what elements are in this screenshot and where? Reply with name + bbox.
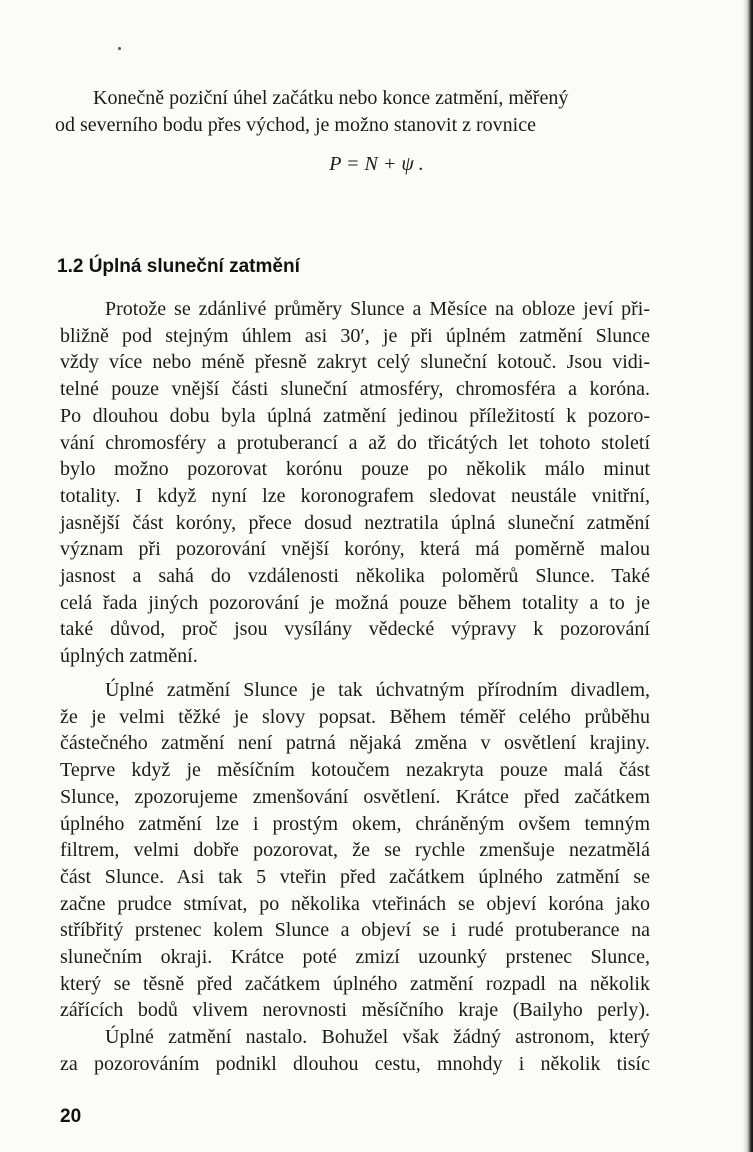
intro-line: Konečně poziční úhel začátku nebo konce zatmění, měřený xyxy=(93,87,569,109)
paragraph-line: začne prudce stmívat, po několika vteřinách se objeví koróna jako xyxy=(60,892,650,915)
paragraph-line: filtrem, velmi dobře pozorovat, že se rychle zmenšuje nezatmělá xyxy=(60,839,650,862)
paragraph-line: jasnost a sahá do vzdálenosti několika poloměrů Slunce. Také xyxy=(60,565,650,587)
paragraph-line: zářících bodů vlivem nerovnosti měsíčního kraje (Bailyho perly). xyxy=(60,999,650,1022)
paragraph-line: bližně pod stejným úhlem asi 30′, je při úplném zatmění Slunce xyxy=(60,324,650,347)
paragraph-line: Úplné zatmění Slunce je tak úchvatným přírodním divadlem, xyxy=(105,679,650,701)
paragraph-line: úplných zatmění. xyxy=(60,645,198,668)
paragraph-line: Protože se zdánlivé průměry Slunce a Měsíce na obloze jeví při- xyxy=(105,298,650,320)
paragraph-line: význam při pozorování vnější koróny, která má poměrně malou xyxy=(60,538,650,561)
intro-line: od severního bodu přes východ, je možno stanovit z rovnice xyxy=(55,114,536,136)
paragraph-line: částečného zatmění není patrná nějaká změna v osvětlení krajiny. xyxy=(60,732,650,755)
paragraph-line: který se těsně před začátkem úplného zatmění rozpadl na několik xyxy=(60,972,650,995)
paragraph-line: že je velmi těžké je slovy popsat. Během téměř celého průběhu xyxy=(60,705,650,728)
page-number: 20 xyxy=(60,1106,82,1127)
paragraph-line: totality. I když nyní lze koronografem sledovat neustále vnitřní, xyxy=(60,484,650,507)
paragraph-line: stříbřitý prstenec kolem Slunce a objeví se i rudé protuberance na xyxy=(60,919,650,942)
section-heading: 1.2 Úplná sluneční zatmění xyxy=(57,256,300,277)
paragraph-line: Slunce, zpozorujeme zmenšování osvětlení. Krátce před začátkem xyxy=(60,785,650,808)
paragraph-line: bylo možno pozorovat korónu pouze po několik málo minut xyxy=(60,458,650,481)
paragraph-line: Úplné zatmění nastalo. Bohužel však žádný astronom, který xyxy=(105,1026,650,1048)
paragraph-line: telné pouze vnější části sluneční atmosféry, chromosféra a koróna. xyxy=(60,378,650,401)
scan-speck xyxy=(118,47,121,50)
paragraph-line: vždy více nebo méně přesně zakryt celý sluneční kotouč. Jsou vidi- xyxy=(60,351,650,374)
paragraph-line: celá řada jiných pozorování je možná pouze během totality a to je xyxy=(60,591,650,614)
position-angle-equation: P = N + ψ . xyxy=(329,153,424,175)
paragraph-line: část Slunce. Asi tak 5 vteřin před začátkem úplného zatmění se xyxy=(60,865,650,888)
paragraph-line: vání chromosféry a protuberancí a až do třicátých let tohoto století xyxy=(60,431,650,454)
paragraph-line: Po dlouhou dobu byla úplná zatmění jedinou příležitostí k pozoro- xyxy=(60,404,650,427)
paragraph-line: za pozorováním podnikl dlouhou cestu, mnohdy i několik tisíc xyxy=(60,1052,650,1075)
paragraph-line: také důvod, proč jsou vysílány vědecké výpravy k pozorování xyxy=(60,618,650,641)
paragraph-line: úplného zatmění lze i prostým okem, chráněným ovšem temným xyxy=(60,812,650,835)
paragraph-line: jasnější část koróny, přece dosud neztratila úplná sluneční zatmění xyxy=(60,511,650,534)
paragraph-line: slunečním okraji. Krátce poté zmizí uzounký prstenec Slunce, xyxy=(60,946,650,968)
paragraph-line: Teprve když je měsíčním kotoučem nezakryta pouze malá část xyxy=(60,759,650,782)
